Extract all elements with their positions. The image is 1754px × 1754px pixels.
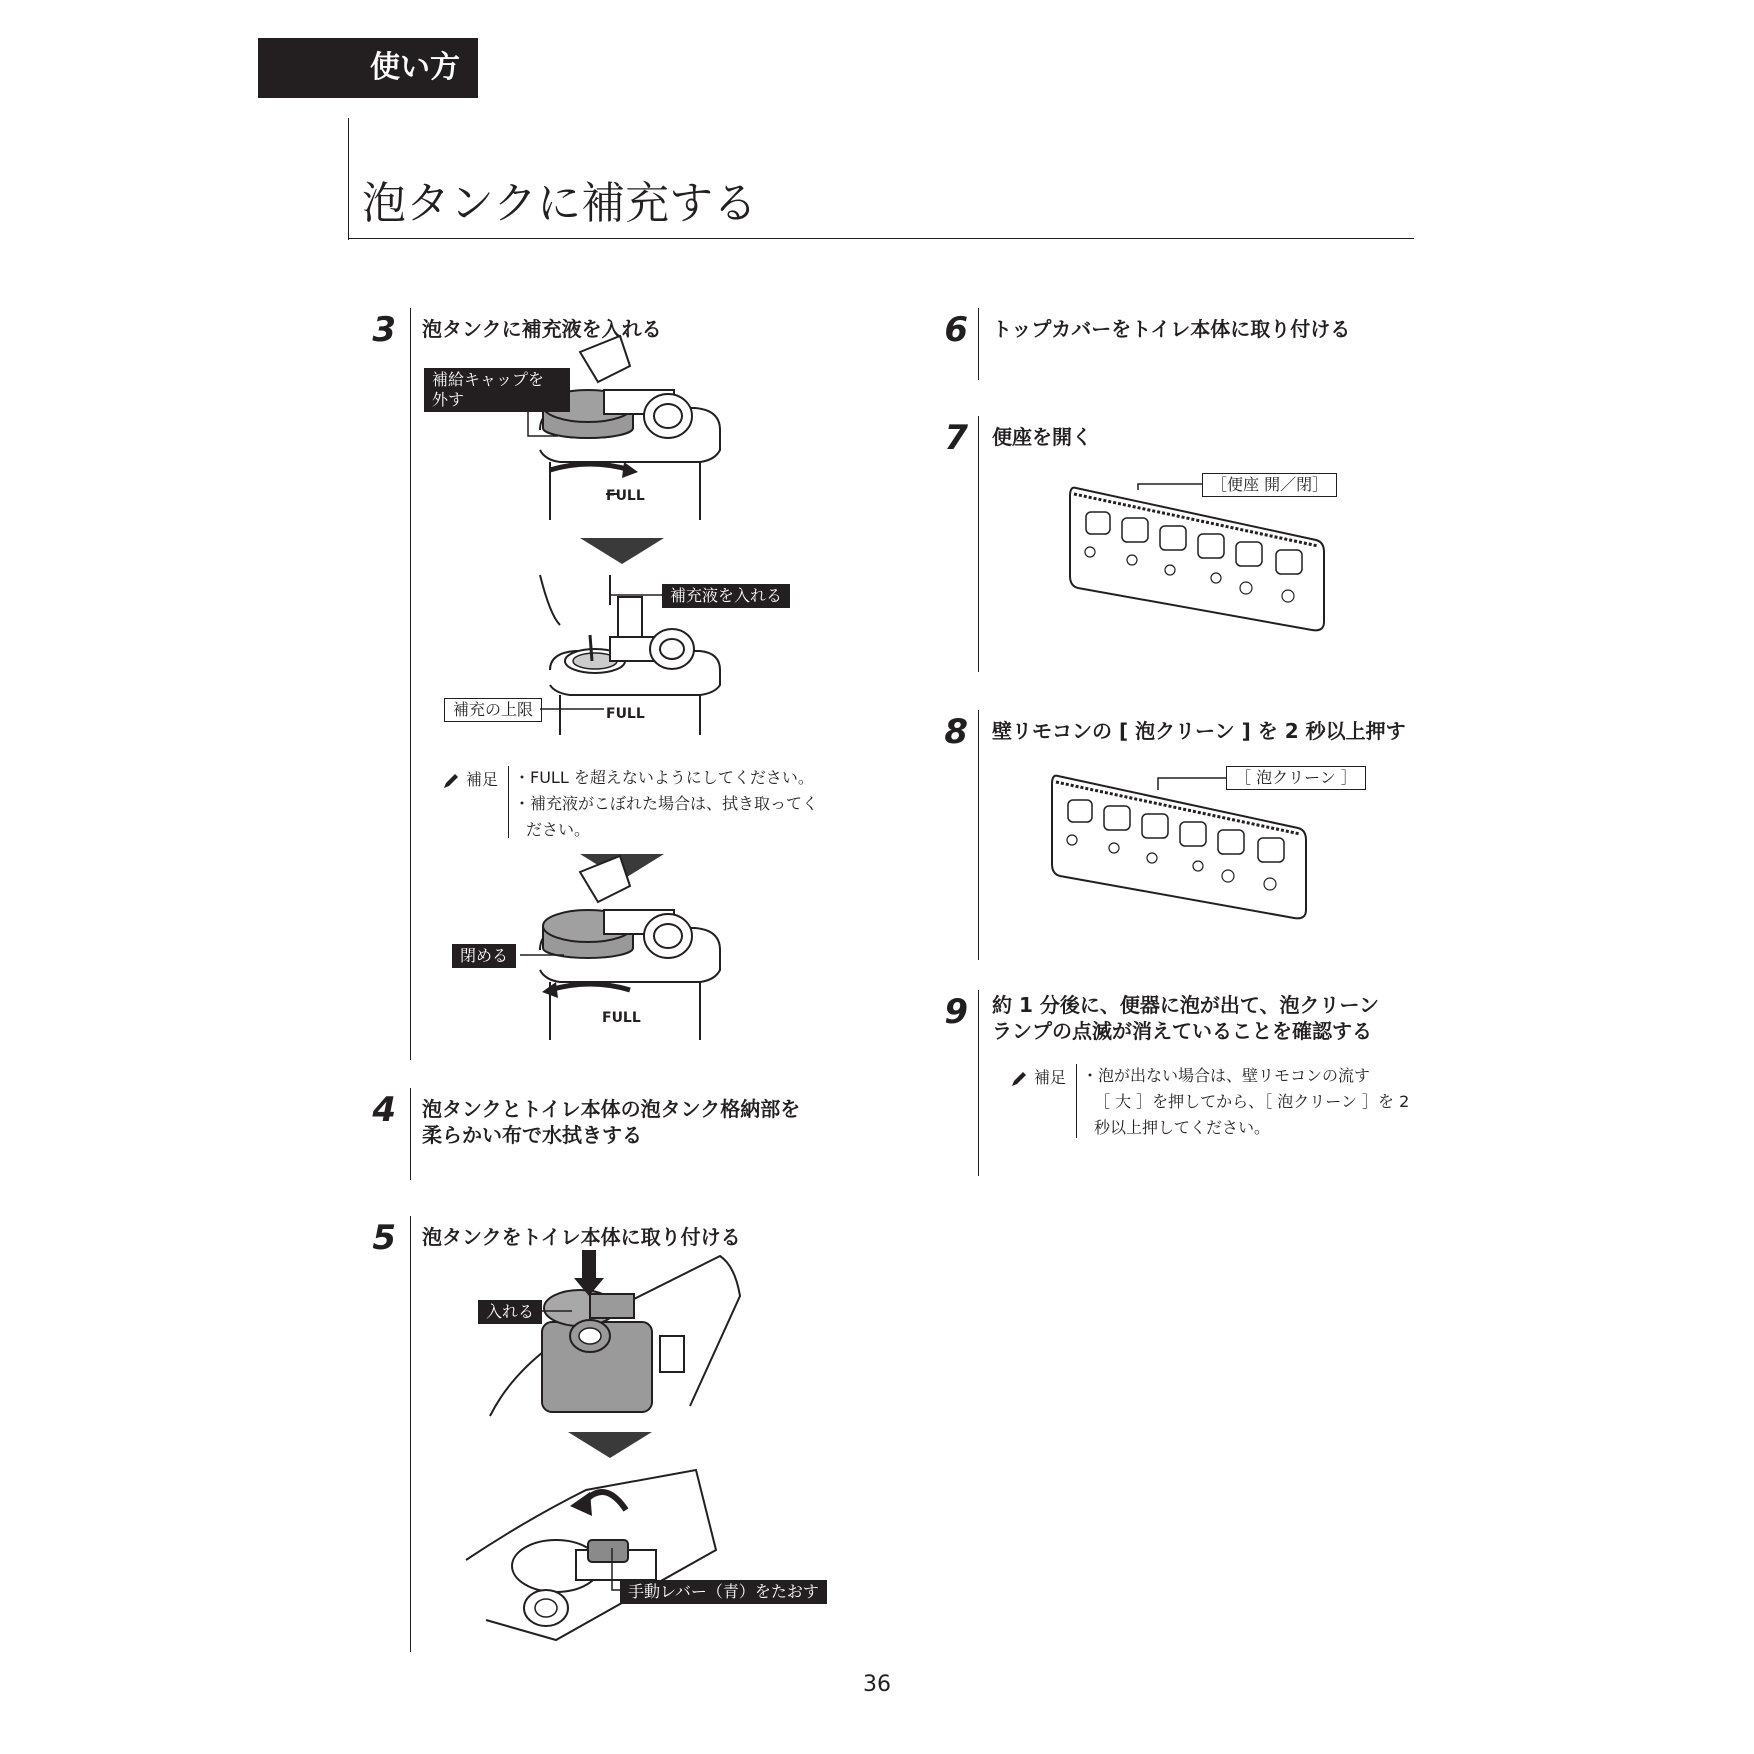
step-6-number: 6 bbox=[944, 310, 968, 350]
tank-insert-illustration bbox=[490, 1256, 740, 1416]
step-9-title-line1: 約 1 分後に、便器に泡が出て、泡クリーン bbox=[992, 993, 1380, 1017]
step-8-rule bbox=[978, 710, 979, 960]
step-3-rule bbox=[410, 308, 411, 1060]
note-3-line1: ・FULL を超えないようにしてください。 bbox=[514, 768, 814, 787]
tank-full-label: FULL bbox=[606, 488, 645, 504]
pencil-icon bbox=[442, 772, 460, 790]
note-3-bar bbox=[508, 766, 509, 838]
step-5-title: 泡タンクをトイレ本体に取り付ける bbox=[422, 1225, 741, 1249]
callout-fill-limit-leader bbox=[540, 708, 610, 712]
step-7-rule bbox=[978, 416, 979, 672]
step-3-title: 泡タンクに補充液を入れる bbox=[422, 317, 662, 341]
step-8-number: 8 bbox=[944, 712, 968, 752]
section-tab: 使い方 bbox=[258, 38, 478, 98]
callout-fill-limit: 補充の上限 bbox=[444, 698, 542, 722]
title-underline bbox=[348, 238, 1414, 239]
page-number: 36 bbox=[863, 1672, 891, 1697]
callout-remove-cap-line1: 補給キャップを bbox=[432, 370, 545, 389]
callout-lever: 手動レバー（青）をたおす bbox=[620, 1580, 827, 1604]
note-9-line3: 秒以上押してください。 bbox=[1094, 1118, 1271, 1137]
step-8-title: 壁リモコンの [ 泡クリーン ] を 2 秒以上押す bbox=[992, 719, 1406, 743]
step-7-title: 便座を開く bbox=[992, 425, 1092, 449]
callout-remove-cap-leader bbox=[528, 410, 568, 440]
step-5-rule bbox=[410, 1216, 411, 1652]
step-6-rule bbox=[978, 308, 979, 380]
down-arrow-3 bbox=[568, 1432, 652, 1458]
callout-remove-cap-line2: 外す bbox=[432, 390, 465, 409]
remote-control-illustration-2 bbox=[1048, 768, 1310, 928]
down-arrow-1 bbox=[580, 538, 664, 564]
pencil-icon-2 bbox=[1010, 1070, 1028, 1088]
step-7-number: 7 bbox=[944, 418, 968, 458]
step-4-number: 4 bbox=[372, 1090, 396, 1130]
callout-insert: 入れる bbox=[478, 1300, 542, 1324]
note-9-line2: ［ 大 ］を押してから、［ 泡クリーン ］を 2 bbox=[1094, 1092, 1410, 1111]
page-title: 泡タンクに補充する bbox=[362, 178, 758, 229]
step-9-rule bbox=[978, 990, 979, 1176]
note-9-label: 補足 bbox=[1034, 1068, 1067, 1087]
step-9-number: 9 bbox=[944, 992, 968, 1032]
callout-foam-button: ［ 泡クリーン ］ bbox=[1226, 766, 1366, 790]
callout-seat-button: ［便座 開／閉］ bbox=[1202, 473, 1337, 497]
callout-insert-leader bbox=[538, 1310, 578, 1314]
callout-lever-leader bbox=[610, 1548, 624, 1592]
note-3-line3: ださい。 bbox=[526, 820, 591, 839]
callout-close-leader bbox=[520, 954, 570, 958]
note-3-label: 補足 bbox=[466, 770, 499, 789]
note-3-line2: ・補充液がこぼれた場合は、拭き取ってく bbox=[514, 794, 819, 813]
tank-full-label-3: FULL bbox=[602, 1010, 641, 1026]
callout-pour-liquid: 補充液を入れる bbox=[662, 584, 790, 608]
callout-pour-leader bbox=[610, 594, 670, 598]
tank-full-label-2: FULL bbox=[606, 706, 645, 722]
step-9-title-line2: ランプの点滅が消えていることを確認する bbox=[992, 1019, 1372, 1043]
step-4-title-line2: 柔らかい布で水拭きする bbox=[422, 1123, 642, 1147]
callout-remove-cap bbox=[424, 368, 570, 412]
note-9-line1: ・泡が出ない場合は、壁リモコンの流す bbox=[1082, 1066, 1371, 1085]
step-4-rule bbox=[410, 1088, 411, 1180]
step-6-title: トップカバーをトイレ本体に取り付ける bbox=[992, 317, 1351, 341]
step-5-number: 5 bbox=[372, 1218, 396, 1258]
note-9-bar bbox=[1076, 1064, 1077, 1138]
title-vertical-rule bbox=[348, 118, 349, 240]
step-4-title-line1: 泡タンクとトイレ本体の泡タンク格納部を bbox=[422, 1097, 801, 1121]
remote-control-illustration-1 bbox=[1066, 480, 1328, 640]
step-3-number: 3 bbox=[372, 310, 396, 350]
callout-close: 閉める bbox=[452, 944, 516, 968]
